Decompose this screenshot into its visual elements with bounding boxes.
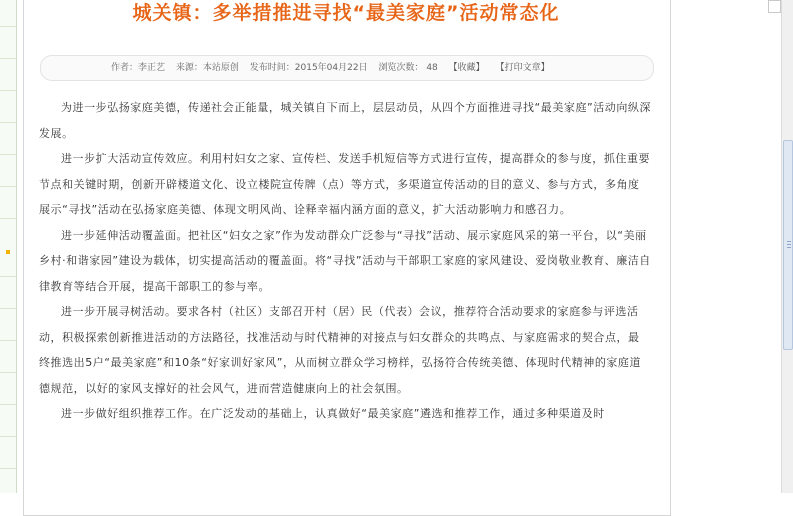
grip-icon [787, 247, 791, 248]
sidebar-divider [0, 122, 16, 123]
favorite-link[interactable]: 【收藏】 [448, 63, 485, 73]
article-meta-bar [40, 55, 654, 81]
sidebar-divider [0, 404, 16, 405]
sidebar-divider [0, 26, 16, 27]
sidebar-divider [0, 154, 16, 155]
article-author: 作者：李正艺 [111, 63, 166, 73]
sidebar-divider [0, 218, 16, 219]
article-paragraph: 进一步延伸活动覆盖面。把社区“妇女之家”作为发动群众广泛参与“寻找”活动、展示家庭风采的第一平台，以“美丽乡村·和谐家园”建设为载体，切实提高活动的覆盖面。将“寻找”活动与干部职工家庭的家风建设、爱岗敬业教育、廉洁自律教育等结合开展，提高干部职工的参与率。 [39, 228, 651, 293]
sidebar-divider [0, 308, 16, 309]
article-paragraph: 进一步扩大活动宣传效应。利用村妇女之家、宣传栏、发送手机短信等方式进行宣传，提高群众的参与度，抓住重要节点和关键时期，创新开辟楼道文化、设立楼院宣传牌（点）等方式，多渠道宣传活动的目的意义、参与方式，多角度展示“寻找”活动在弘扬家庭美德、体现文明风尚、诠释幸福内涵方面的意义，扩大活动影响力和感召力。 [39, 152, 651, 216]
bullet-icon [6, 250, 10, 254]
sidebar-divider [0, 468, 16, 469]
article-paragraph: 进一步开展寻树活动。要求各村（社区）支部召开村（居）民（代表）会议，推荐符合活动要求的家庭参与评选活动，积极探索创新推进活动的方法路径，找准活动与时代精神的对接点与妇女群众的共鸣点、与家庭需求的契合点，最终推选出5户“最美家庭”和10条“好家训好家风”，从而树立群众学习榜样，弘扬符合传统美德、体现时代精神的家庭道德规范，以好的家风支撑好的社会风气，进而营造健康向上的社会氛围。 [39, 305, 642, 395]
article-title: 城关镇：多举措推进寻找“最美家庭”活动常态化 [132, 2, 560, 24]
sidebar-divider [0, 58, 16, 59]
article-view-count: 浏览次数： 48 [378, 63, 438, 73]
sidebar-divider [0, 340, 16, 341]
sidebar-divider [0, 186, 16, 187]
print-article-link[interactable]: 【打印文章】 [495, 63, 550, 73]
left-sidebar-edge [0, 0, 17, 493]
sidebar-divider [0, 436, 16, 437]
article-publish-time: 发布时间：2015年04月22日 [249, 63, 368, 73]
sidebar-divider [0, 90, 16, 91]
vertical-scrollbar[interactable] [781, 0, 793, 493]
article-source: 来源：本站原创 [175, 63, 239, 73]
article-paragraph: 进一步做好组织推荐工作。在广泛发动的基础上，认真做好“最美家庭”遴选和推荐工作，通过多种渠道及时 [61, 407, 605, 420]
grip-icon [787, 241, 791, 242]
article-body [39, 95, 651, 427]
article-paragraph: 为进一步弘扬家庭美德，传递社会正能量，城关镇自下而上，层层动员，从四个方面推进寻找“最美家庭”活动向纵深发展。 [39, 101, 651, 140]
sidebar-divider [0, 276, 16, 277]
corner-checkbox[interactable] [768, 0, 781, 13]
scrollbar-thumb[interactable] [783, 140, 793, 350]
grip-icon [787, 244, 791, 245]
sidebar-divider [0, 372, 16, 373]
